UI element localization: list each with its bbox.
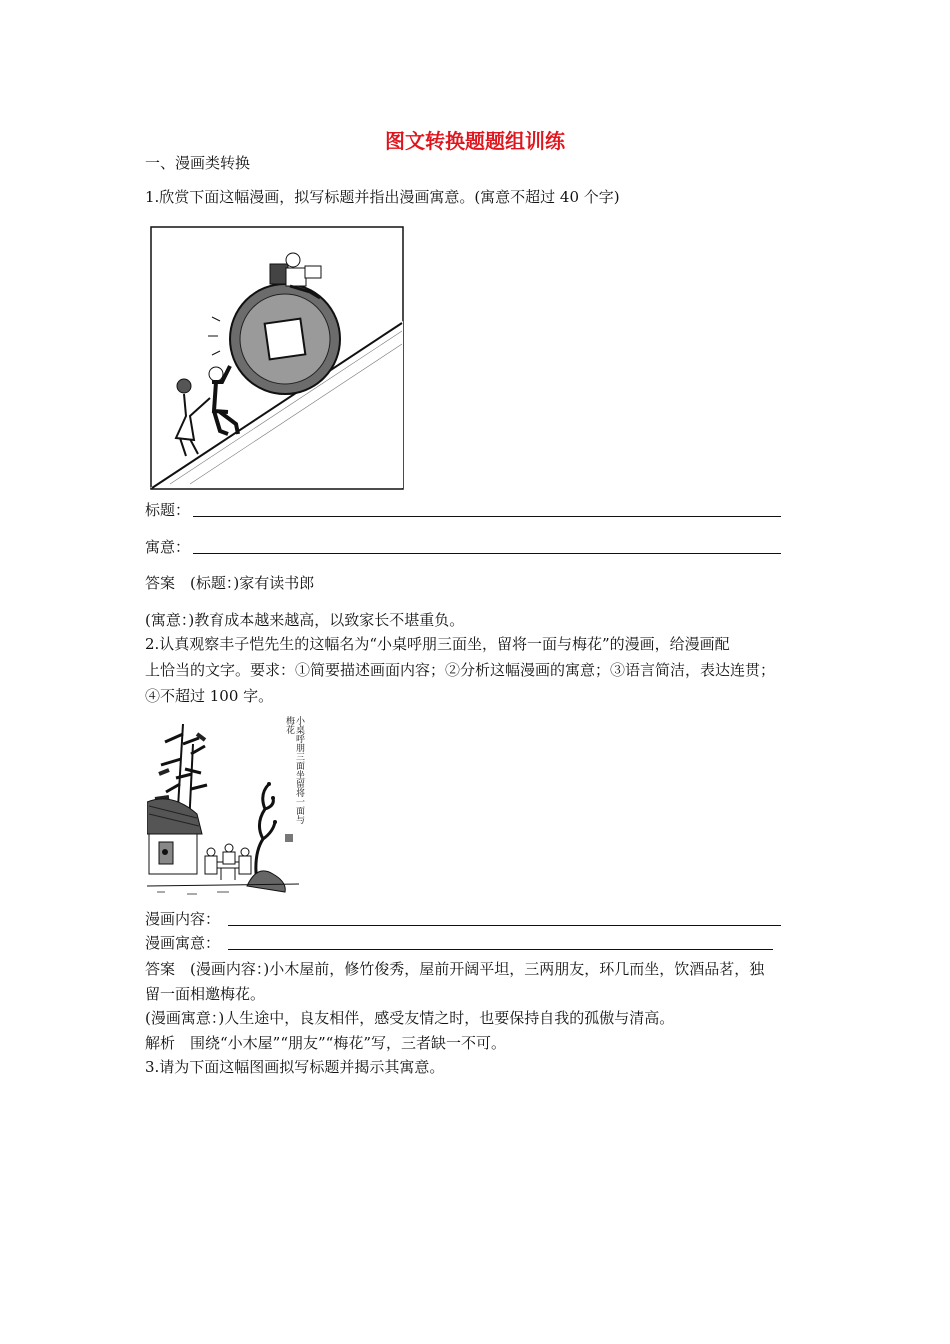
document-title: 图文转换题题组训练 (385, 129, 565, 153)
section-heading: 一、漫画类转换 (145, 154, 251, 172)
q2-meaning-label: 漫画寓意： (145, 934, 221, 952)
cartoon-coin-slope (150, 226, 404, 490)
q1-title-answer-line[interactable] (193, 516, 781, 517)
q2-answer-line-1: 答案 (漫画内容：)小木屋前，修竹俊秀，屋前开阔平坦，三两朋友，环几而坐，饮酒品茗，独 (145, 960, 765, 978)
q2-meaning-answer-line[interactable] (228, 949, 773, 950)
question-1-prompt: 1.欣赏下面这幅漫画，拟写标题并指出漫画寓意。(寓意不超过 40 个字) (145, 188, 620, 206)
cartoon-coin-slope-drawing (150, 226, 404, 490)
question-2-prompt-line-3: ④不超过 100 字。 (145, 687, 274, 705)
q2-content-answer-line[interactable] (228, 925, 781, 926)
q1-answer-meaning: (寓意：)教育成本越来越高，以致家长不堪重负。 (145, 611, 465, 629)
question-3-prompt: 3.请为下面这幅图画拟写标题并揭示其寓意。 (145, 1058, 445, 1076)
q2-analysis: 解析 围绕“小木屋”“朋友”“梅花”写，三者缺一不可。 (145, 1034, 507, 1052)
q1-title-label: 标题： (145, 501, 191, 519)
q2-answer-line-3: (漫画寓意：)人生途中，良友相伴，感受友情之时，也要保持自我的孤傲与清高。 (145, 1009, 675, 1027)
q1-meaning-answer-line[interactable] (193, 553, 781, 554)
q1-answer-title: 答案 (标题：)家有读书郎 (145, 574, 315, 592)
q2-content-label: 漫画内容： (145, 910, 221, 928)
question-2-prompt-line-1: 2.认真观察丰子恺先生的这幅名为“小桌呼朋三面坐，留将一面与梅花”的漫画，给漫画配 (145, 635, 730, 653)
painting-inscription: 小桌呼朋三面坐留将一面与梅花 (284, 716, 304, 824)
question-2-prompt-line-2: 上恰当的文字。要求：①简要描述画面内容；②分析这幅漫画的寓意；③语言简洁，表达连贯； (145, 661, 776, 679)
q2-answer-line-2: 留一面相邀梅花。 (145, 985, 266, 1003)
feng-zikai-drawing (147, 714, 299, 902)
cartoon-feng-zikai-painting (147, 714, 304, 902)
q1-meaning-label: 寓意： (145, 538, 191, 556)
